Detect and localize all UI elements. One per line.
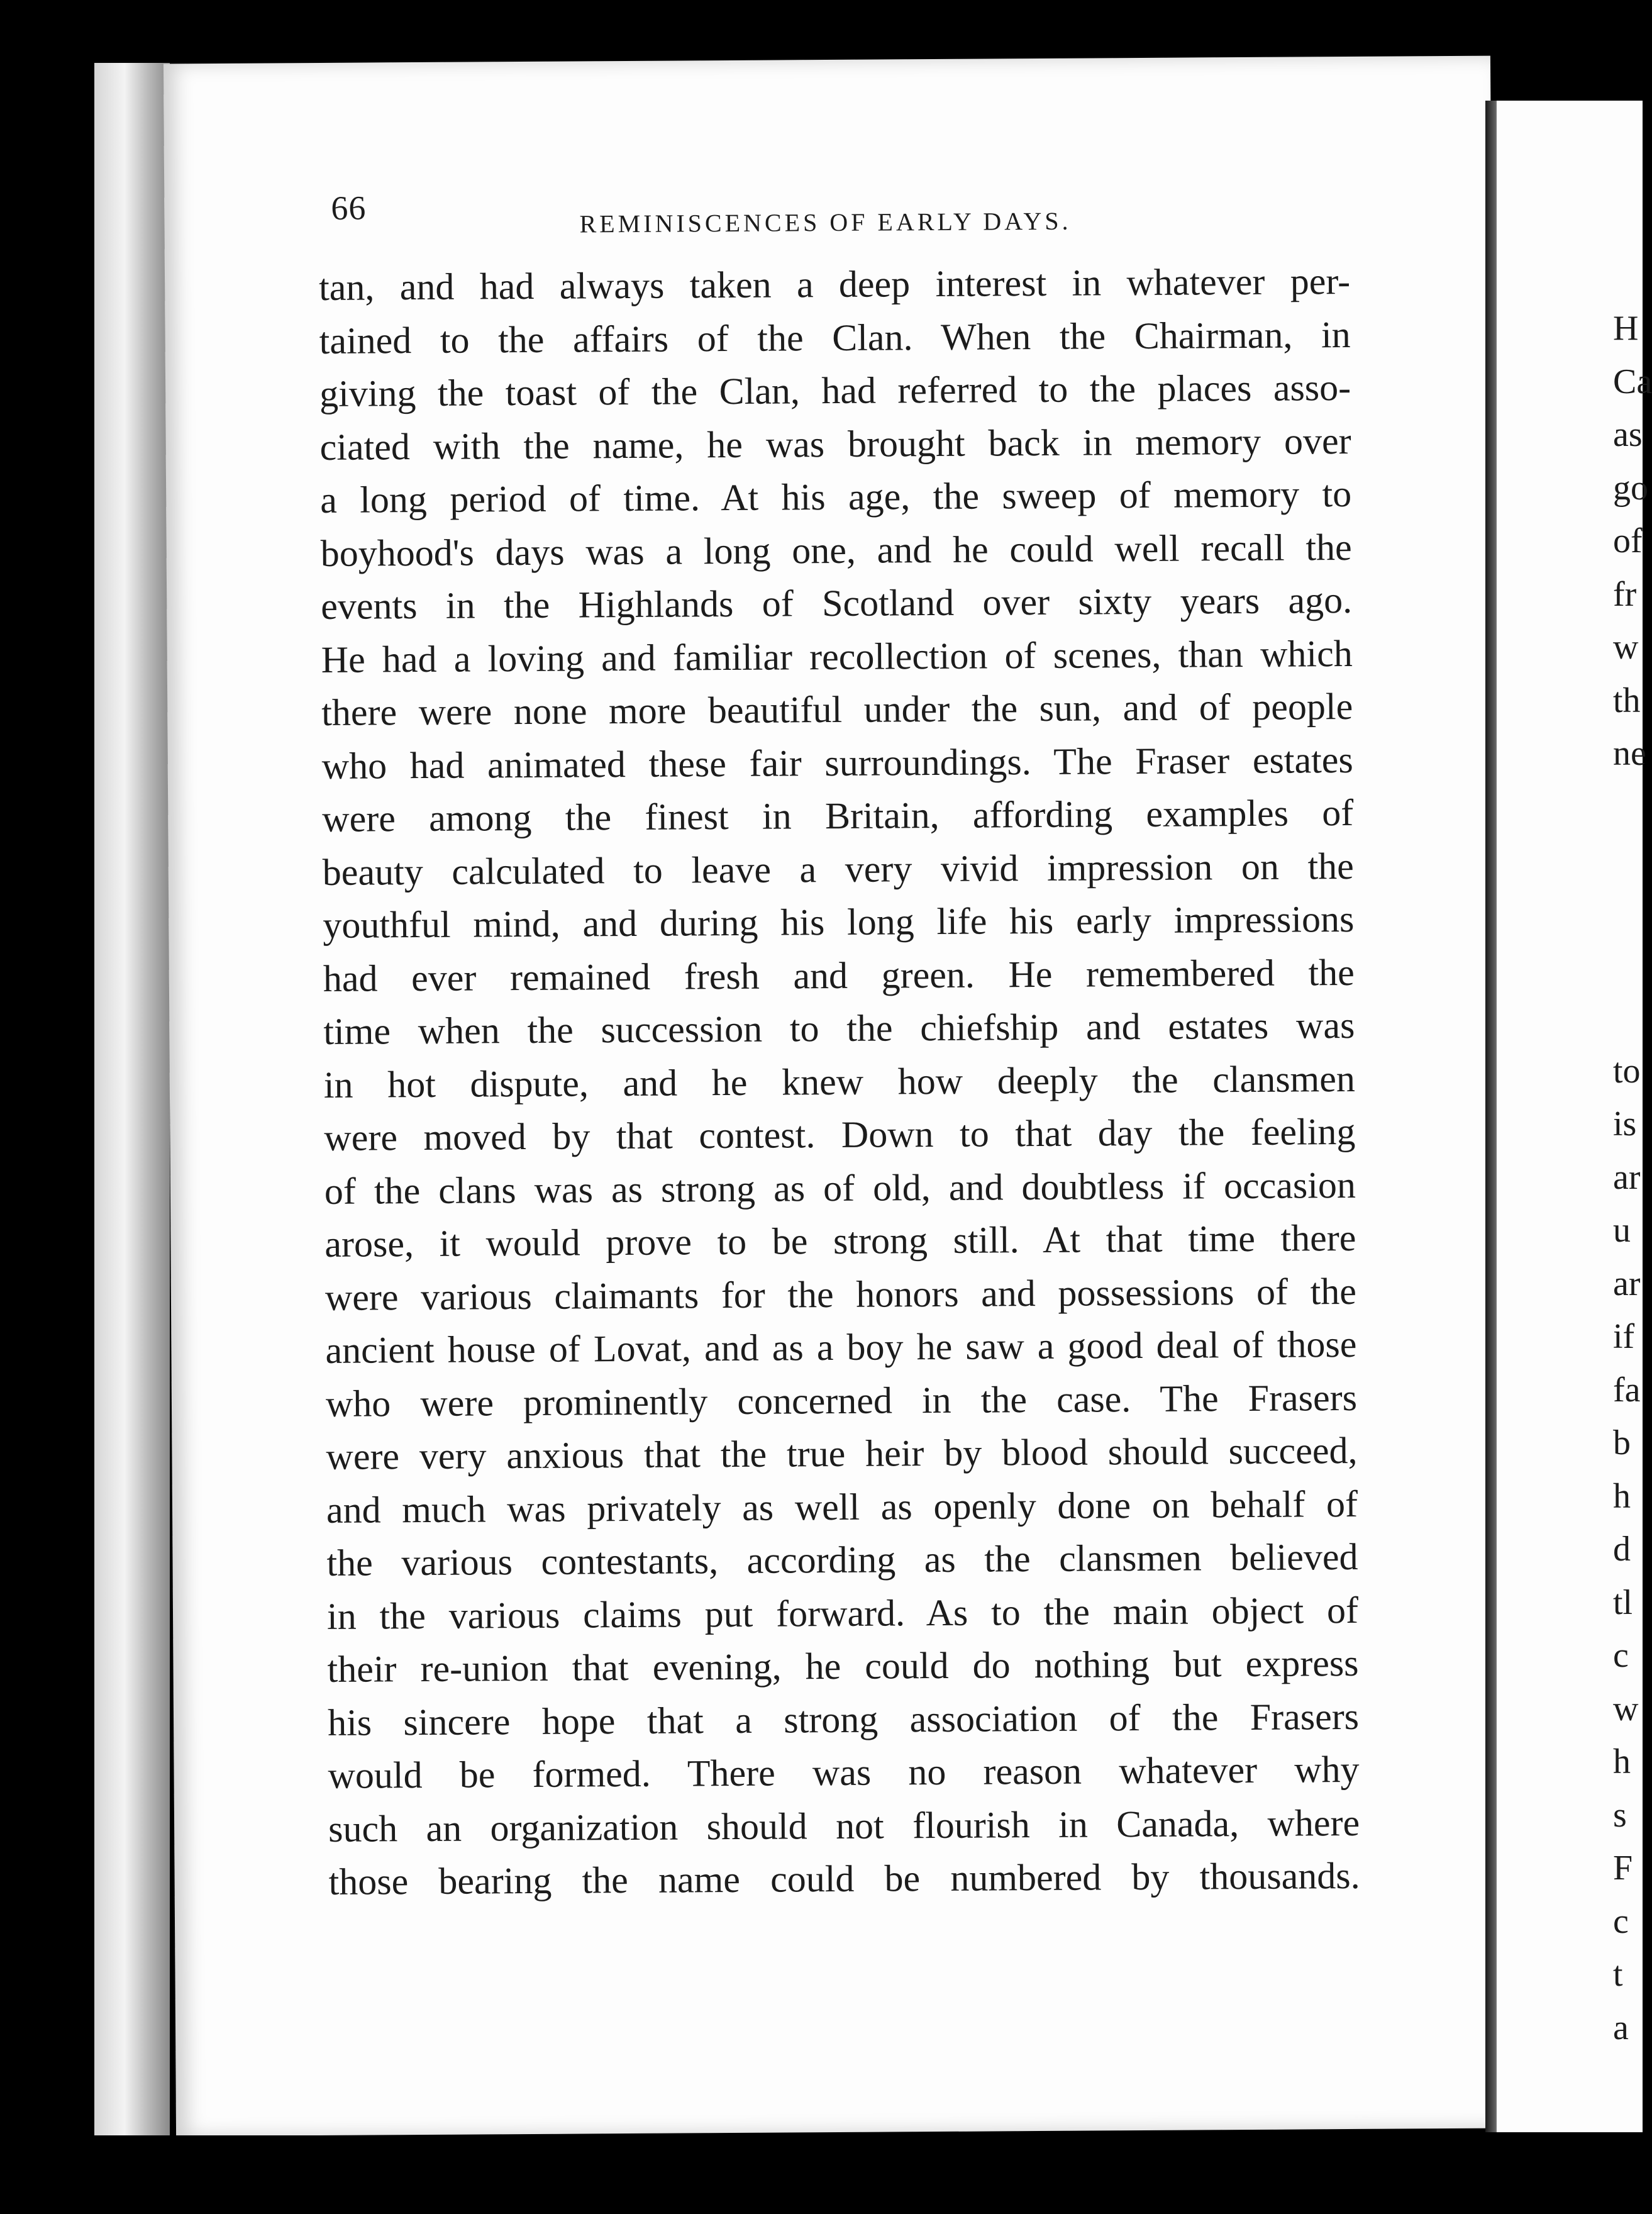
facing-fragment: fr [1613,574,1637,614]
facing-fragment: s [1613,1795,1627,1835]
text-line: of the clans was as strong as of old, and doubtless if occasion [324,1164,1356,1212]
facing-fragment: is [1613,1104,1637,1143]
facing-fragment: tl [1613,1583,1633,1622]
text-line: his sincere hope that a strong association of the Frasers [327,1695,1360,1744]
text-line: boyhood's days was a long one, and he could well recall the [320,526,1352,574]
text-line: who were prominently concerned in the case. The Frasers [325,1376,1358,1425]
running-head: REMINISCENCES OF EARLY DAYS. [579,206,1072,238]
body-text [319,255,1360,1908]
facing-fragment: a [1613,2008,1629,2047]
text-line: had ever remained fresh and green. He remembered the [323,951,1355,999]
text-line: youthful mind, and during his long life his early impressions [323,898,1355,946]
facing-fragment: th [1613,681,1641,720]
text-line: tan, and had always taken a deep interest in whatever per- [318,260,1351,308]
text-line: who had animated these fair surroundings. The Fraser estates [321,738,1353,787]
text-line: He had a loving and familiar recollection of scenes, than which [321,632,1353,681]
text-line: beauty calculated to leave a very vivid impression on the [322,845,1354,893]
text-line: would be formed. There was no reason whatever why [328,1748,1360,1796]
text-line: in the various claims put forward. As to the main object of [326,1589,1359,1637]
text-line: their re-union that evening, he could do nothing but express [327,1642,1359,1690]
text-line: there were none more beautiful under the sun, and of people [321,685,1353,733]
book-page-left [164,56,1503,2137]
text-line: giving the toast of the Clan, had referred to the places asso- [319,366,1351,414]
text-line: and much was privately as well as openly done on behalf of [326,1482,1358,1531]
facing-fragment: fa [1613,1370,1641,1410]
text-line: tained to the affairs of the Clan. When the Chairman, in [319,313,1351,362]
facing-fragment: if [1613,1317,1635,1356]
facing-fragment: u [1613,1211,1631,1250]
text-line: the various contestants, according as the clansmen believed [326,1535,1358,1584]
text-line: were various claimants for the honors and possessions of the [324,1270,1357,1318]
text-line: arose, it would prove to be strong still. At that time there [324,1216,1356,1265]
facing-fragment: go [1613,468,1648,508]
text-line: a long period of time. At his age, the sweep of memory to [319,472,1352,521]
facing-fragment: b [1613,1423,1631,1462]
facing-fragment: ar [1613,1264,1641,1303]
text-line: were moved by that contest. Down to that day the feeling [324,1110,1356,1159]
book-cover-edge [94,63,170,2139]
facing-fragment: c [1613,1901,1629,1941]
text-line: events in the Highlands of Scotland over sixty years ago. [321,579,1353,627]
facing-fragment: as [1613,415,1643,454]
facing-fragment: t [1613,1955,1623,1994]
text-line: such an organization should not flourish in Canada, where [328,1801,1360,1850]
facing-fragment: to [1613,1051,1641,1091]
page-number: 66 [331,189,367,227]
text-line: time when the succession to the chiefship and estates was [323,1004,1355,1052]
facing-fragment: Ca [1613,362,1652,401]
facing-fragment: d [1613,1530,1631,1569]
facing-fragment: of [1613,521,1643,560]
text-line: in hot dispute, and he knew how deeply the clansmen [323,1057,1356,1106]
facing-page-text [1613,302,1651,2054]
text-line: were very anxious that the true heir by blood should succeed, [326,1429,1358,1477]
facing-fragment: w [1613,1689,1639,1728]
facing-fragment: F [1613,1849,1633,1888]
text-line: those bearing the name could be numbered by thousands. [328,1854,1360,1903]
facing-fragment: w [1613,628,1639,667]
facing-fragment: h [1613,1476,1631,1516]
text-line: ancient house of Lovat, and as a boy he saw a good deal of those [325,1323,1357,1371]
scan-border [0,2135,1643,2214]
facing-text-block-bottom [1613,1045,1651,2055]
text-line: were among the finest in Britain, affording examples of [322,791,1354,840]
facing-fragment: h [1613,1742,1631,1781]
facing-fragment: ar [1613,1157,1641,1197]
facing-fragment: ne [1613,734,1646,773]
facing-fragment: H [1613,309,1639,348]
text-line: ciated with the name, he was brought back in memory over [319,420,1351,468]
facing-fragment: c [1613,1636,1629,1675]
facing-text-block-top [1613,302,1651,781]
